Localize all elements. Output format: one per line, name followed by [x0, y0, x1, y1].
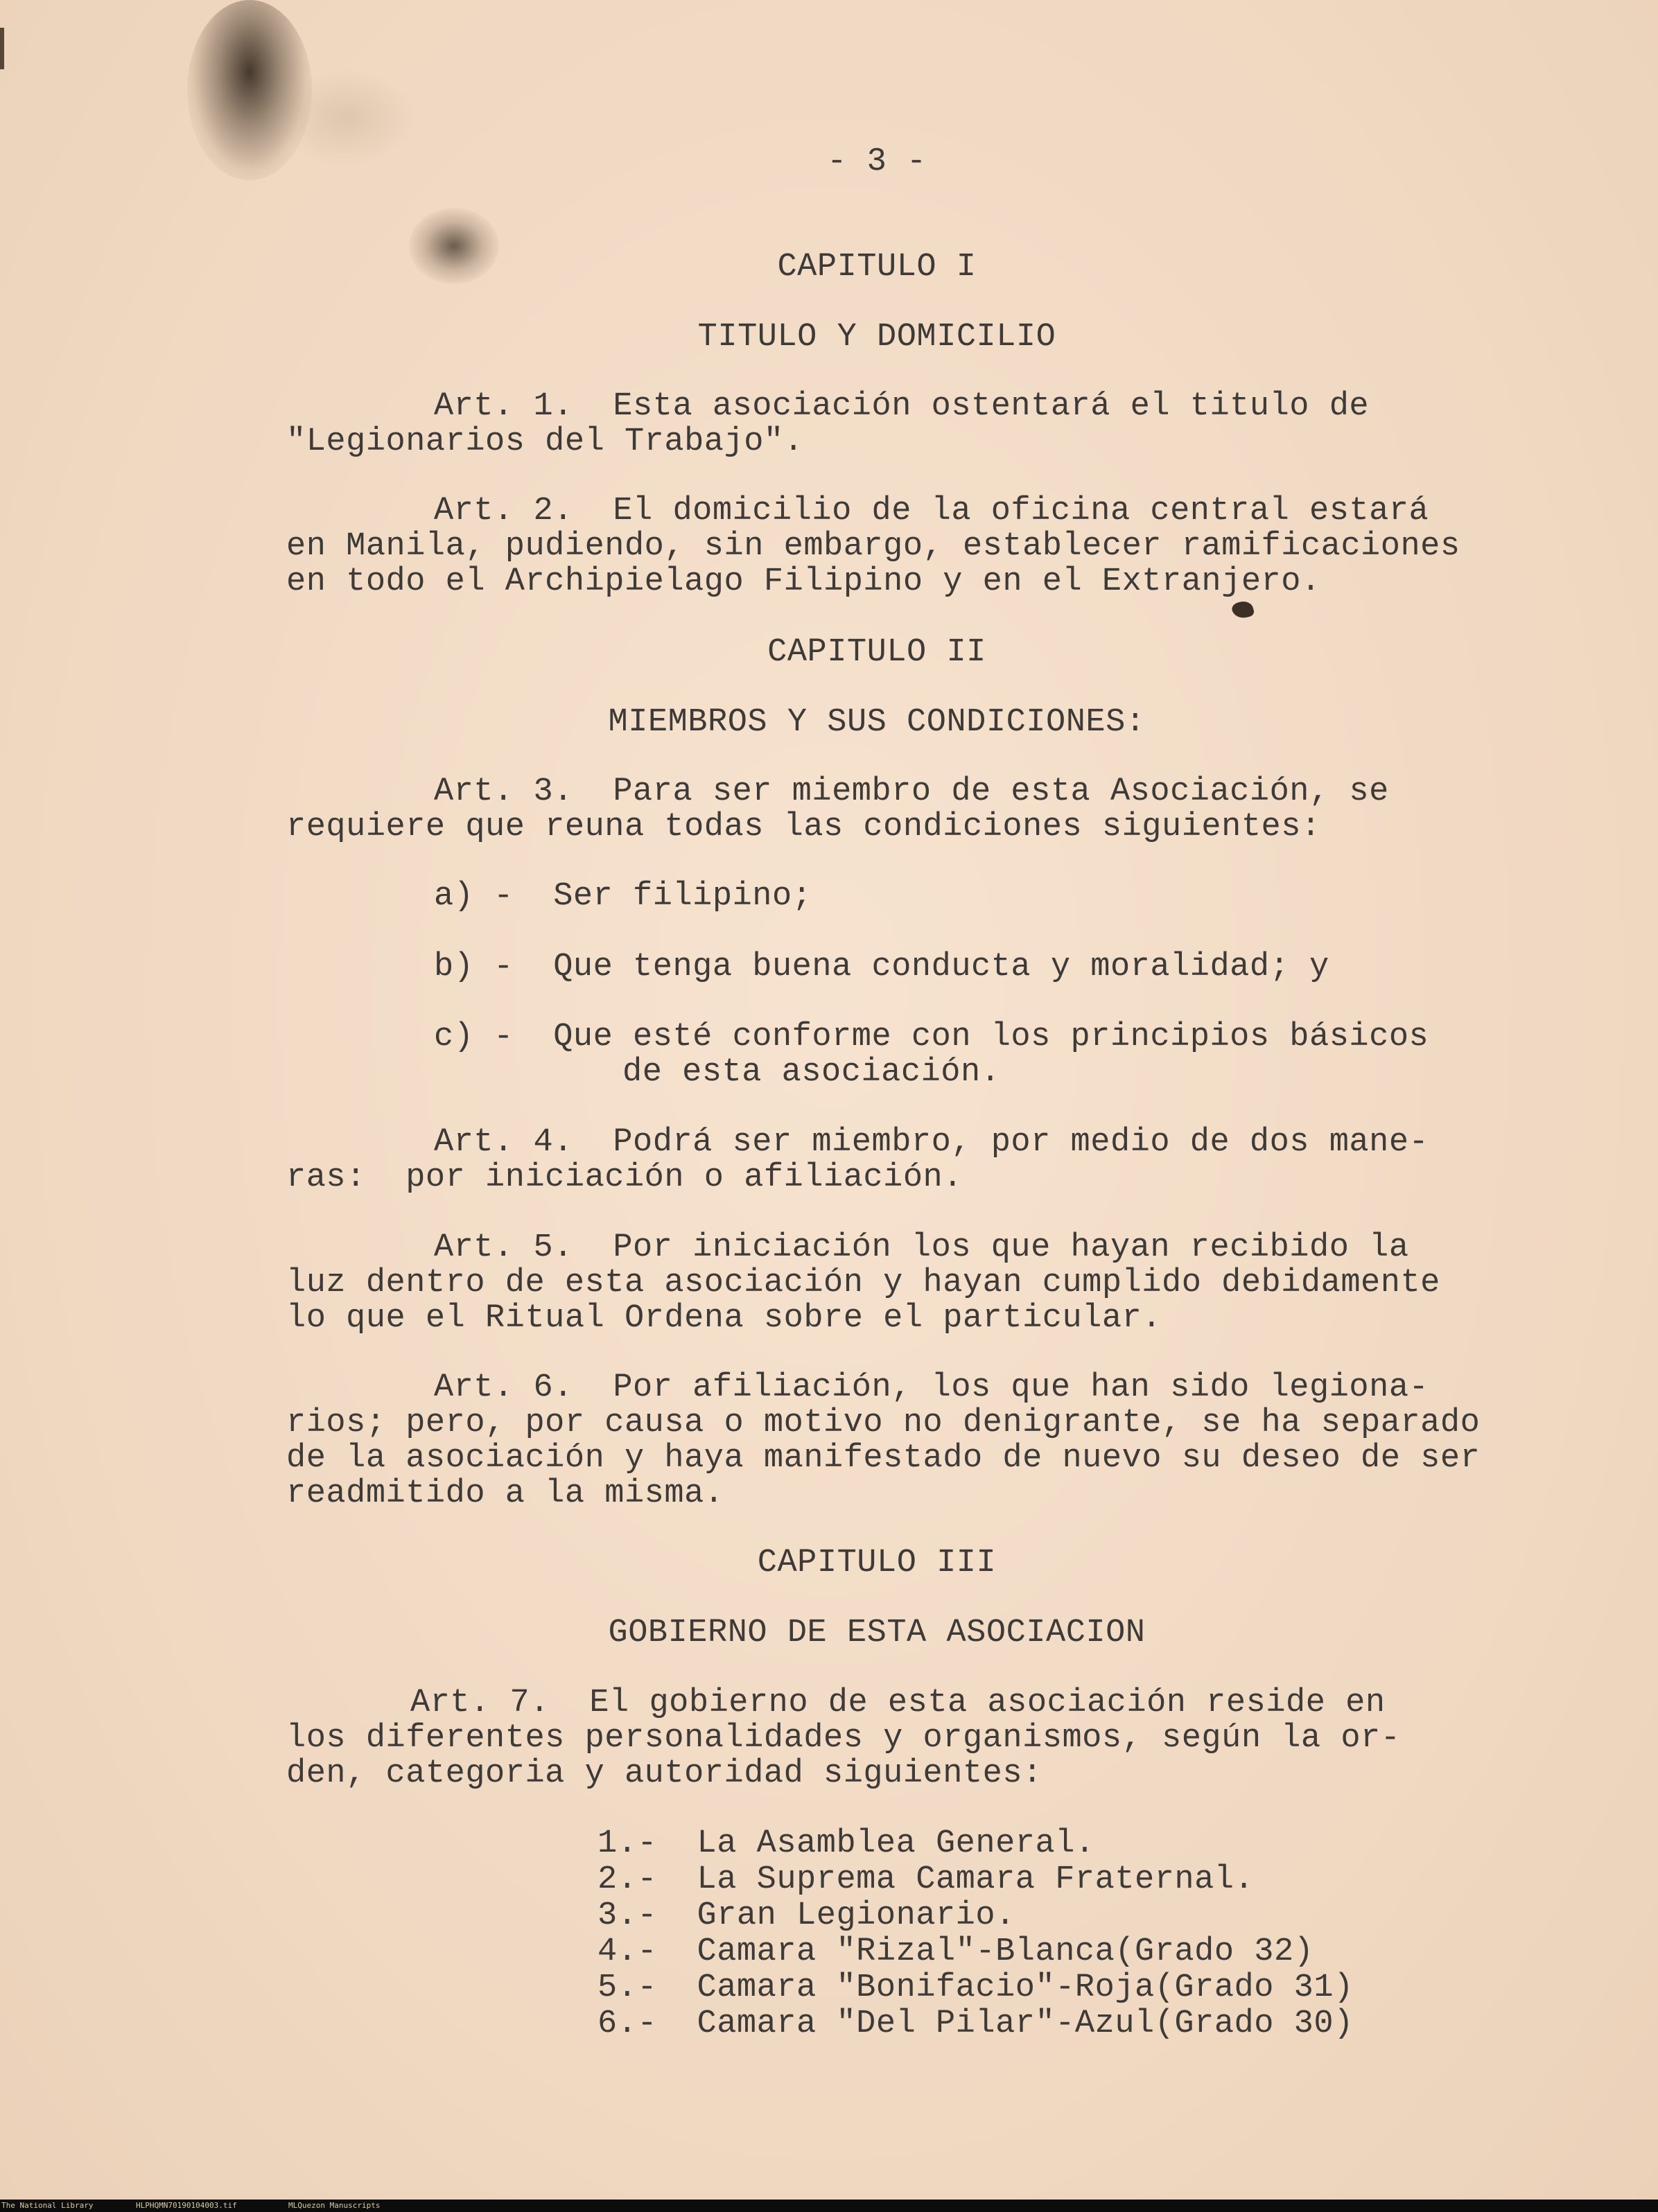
art-4-line: Art. 4. Podrá ser miembro, por medio de dos mane- — [434, 1124, 1429, 1161]
art-2-line: en todo el Archipielago Filipino y en el Extranjero. — [286, 563, 1321, 600]
chapter-2-heading: CAPITULO II — [767, 634, 986, 671]
art-6-line: Art. 6. Por afiliación, los que han sido legiona- — [434, 1369, 1429, 1406]
chapter-1-heading: CAPITULO I — [777, 249, 977, 286]
chapter-3-subheading: GOBIERNO DE ESTA ASOCIACION — [608, 1615, 1146, 1651]
condition-c: c) - Que esté conforme con los principios básicos — [434, 1019, 1429, 1055]
condition-b: b) - Que tenga buena conducta y moralidad; y — [434, 949, 1329, 985]
chapter-1-subheading: TITULO Y DOMICILIO — [697, 319, 1056, 356]
condition-a: a) - Ser filipino; — [434, 878, 812, 915]
art-6-line: de la asociación y haya manifestado de nuevo su deseo de ser — [286, 1440, 1481, 1477]
footer-file-id: HLPHQMN70190104003.tif — [136, 2201, 237, 2210]
art-3-line: Art. 3. Para ser miembro de esta Asociación, se — [434, 773, 1389, 810]
list-item: 1.- La Asamblea General. — [597, 1825, 1095, 1862]
art-2-line: en Manila, pudiendo, sin embargo, establecer ramificaciones — [286, 528, 1460, 565]
art-1-line: "Legionarios del Trabajo". — [286, 423, 804, 460]
art-7-line: Art. 7. El gobierno de esta asociación reside en — [410, 1685, 1386, 1721]
list-item: 3.- Gran Legionario. — [597, 1897, 1015, 1934]
art-2-line: Art. 2. El domicilio de la oficina central estará — [434, 493, 1429, 529]
art-1-line: Art. 1. Esta asociación ostentará el titulo de — [434, 388, 1370, 425]
page-number: - 3 - — [827, 143, 927, 180]
footer-collection: MLQuezon Manuscripts — [288, 2201, 381, 2210]
art-3-line: requiere que reuna todas las condiciones siguientes: — [286, 809, 1321, 845]
list-item: 6.- Camara "Del Pilar"-Azul(Grado 30) — [597, 2005, 1354, 2042]
condition-c-continuation: de esta asociación. — [622, 1054, 1001, 1091]
art-7-line: los diferentes personalidades y organismos, según la or- — [286, 1720, 1401, 1757]
art-7-line: den, categoria y autoridad siguientes: — [286, 1755, 1042, 1792]
list-item: 5.- Camara "Bonifacio"-Roja(Grado 31) — [597, 1969, 1354, 2006]
art-6-line: rios; pero, por causa o motivo no denigrante, se ha separado — [286, 1405, 1481, 1441]
footer-library: The National Library — [1, 2201, 94, 2210]
art-5-line: Art. 5. Por iniciación los que hayan recibido la — [434, 1229, 1409, 1266]
art-5-line: lo que el Ritual Ordena sobre el particular. — [286, 1300, 1162, 1337]
art-6-line: readmitido a la misma. — [286, 1475, 724, 1512]
art-4-line: ras: por iniciación o afiliación. — [286, 1159, 963, 1196]
ink-blot — [1230, 599, 1255, 621]
scan-footer-bar — [0, 2200, 1658, 2212]
list-item: 2.- La Suprema Camara Fraternal. — [597, 1861, 1255, 1898]
art-5-line: luz dentro de esta asociación y hayan cumplido debidamente — [286, 1265, 1440, 1301]
list-item: 4.- Camara "Rizal"-Blanca(Grado 32) — [597, 1933, 1314, 1970]
chapter-3-heading: CAPITULO III — [757, 1545, 997, 1581]
chapter-2-subheading: MIEMBROS Y SUS CONDICIONES: — [608, 704, 1146, 741]
edge-mark — [0, 28, 4, 69]
